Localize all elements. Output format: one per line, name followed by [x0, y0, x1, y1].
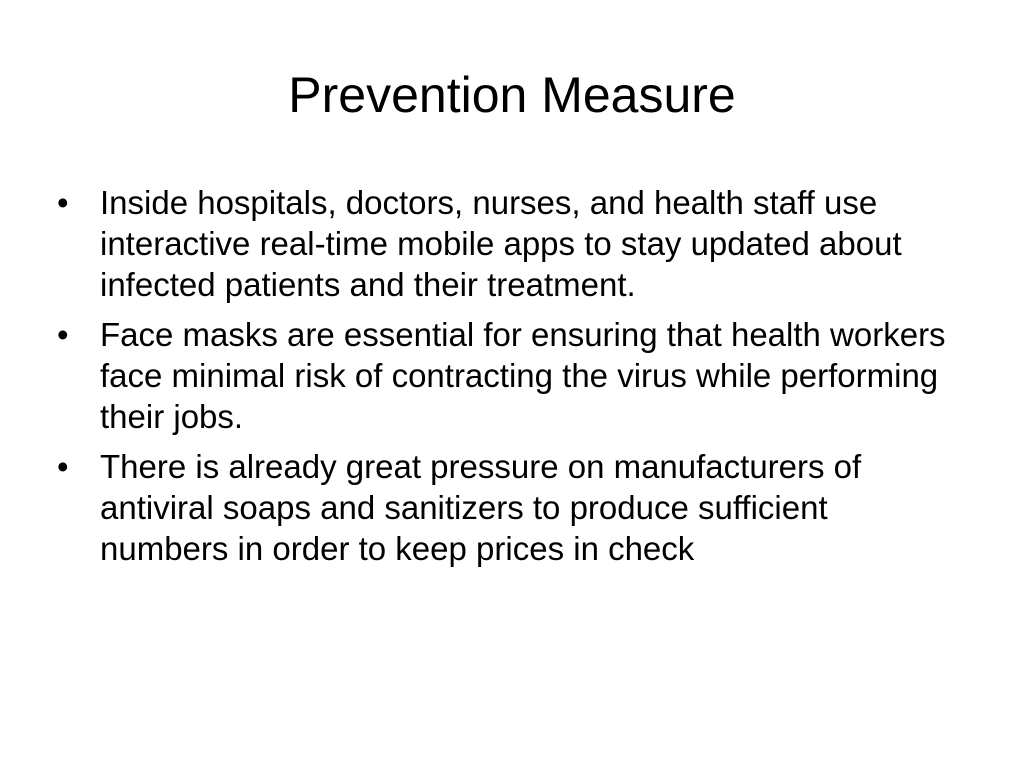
bullet-list — [57, 182, 962, 578]
list-item-text: Inside hospitals, doctors, nurses, and health staff use interactive real-time mobile apps to stay updated about infected patients and their treatment. — [100, 184, 902, 303]
bullet-icon: • — [57, 316, 69, 353]
list-item-text: Face masks are essential for ensuring that health workers face minimal risk of contracting the virus while performing their jobs. — [100, 316, 946, 435]
list-item — [57, 446, 962, 569]
list-item — [57, 182, 962, 305]
list-item — [57, 314, 962, 437]
bullet-icon: • — [57, 184, 69, 221]
slide-title: Prevention Measure — [288, 67, 736, 123]
list-item-text: There is already great pressure on manufacturers of antiviral soaps and sanitizers to produce sufficient numbers in order to keep prices in check — [100, 448, 862, 567]
bullet-icon: • — [57, 448, 69, 485]
